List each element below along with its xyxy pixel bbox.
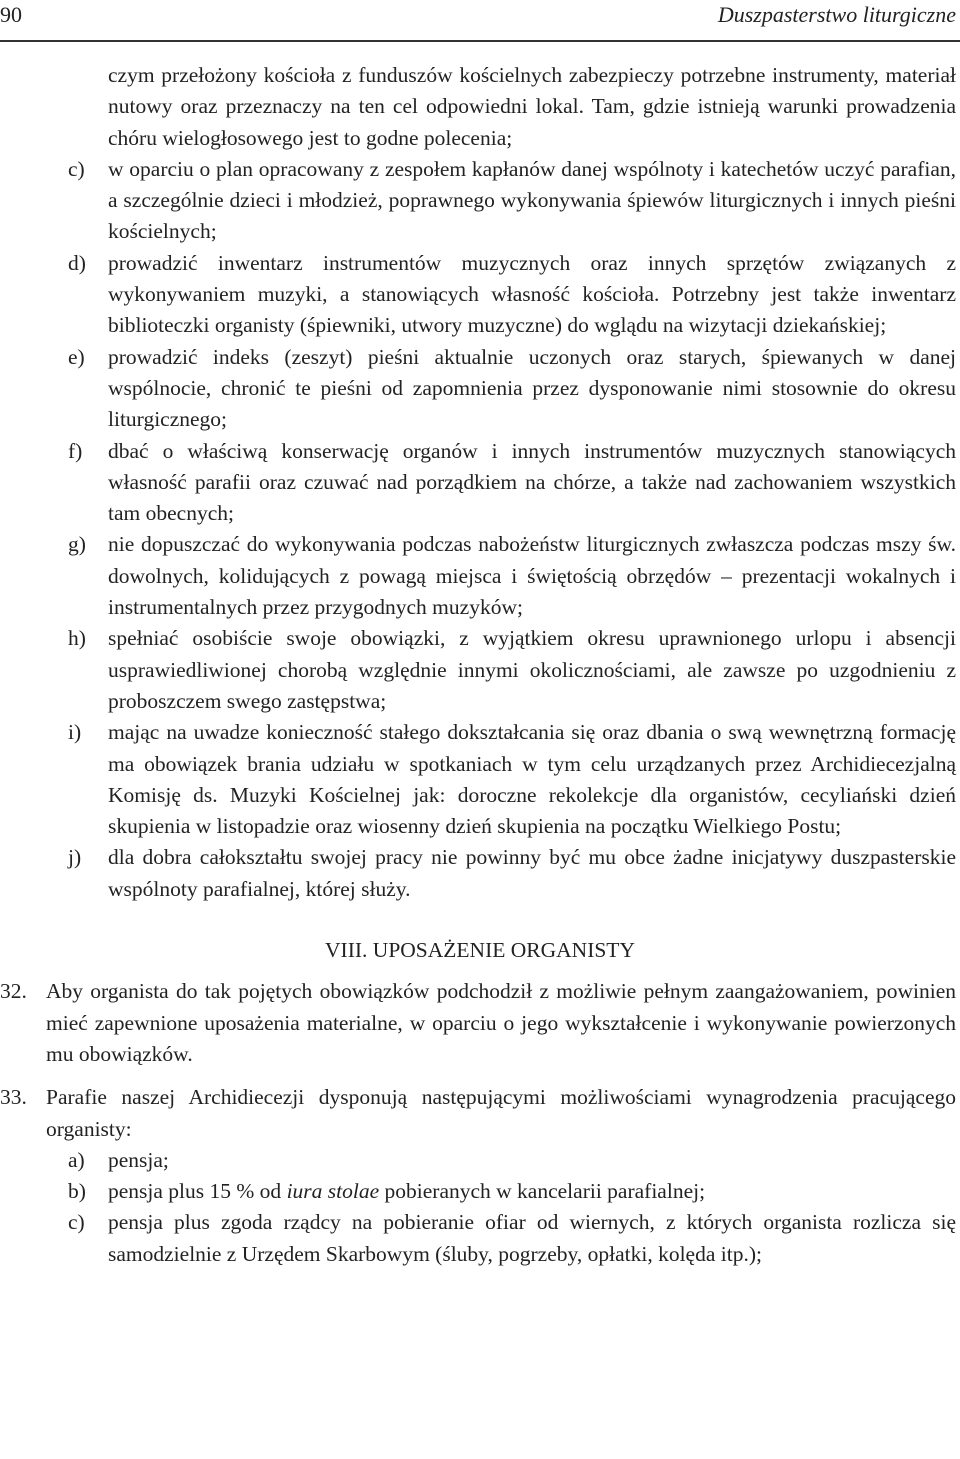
list-item-text: w oparciu o plan opracowany z zespołem kapłanów danej wspólnoty i katechetów uczyć parafian, a szczególnie dzieci i młodzież, poprawnego wykonywania śpiewów liturgicznych i innych pieśni kościelnych; — [108, 156, 956, 244]
list-item-label: i) — [68, 720, 82, 745]
continuation-paragraph: czym przełożony kościoła z funduszów kościelnych zabezpieczy potrzebne instrumenty, materiał nutowy oraz przeznaczy na ten cel odpowiedni lokal. Tam, gdzie istnieją warunki prowadzenia chóru wielogłosowego jest to godne polecenia; — [108, 63, 956, 150]
list-item-text: dbać o właściwą konserwację organów i innych instrumentów muzycznych stanowiących własność parafii oraz czuwać nad porządkiem na chórze, a także nad zachowaniem wszystkich tam obecnych; — [108, 438, 956, 526]
list-item-label: d) — [68, 250, 86, 275]
list-item-label: h) — [68, 626, 86, 651]
paragraph-text: Aby organista do tak pojętych obowiązków podchodził z możliwie pełnym zaangażowaniem, powinien mieć zapewnione uposażenia materialne, w oparciu o jego wykształcenie i wykonywanie powierzonych mu obowiązków. — [46, 979, 956, 1066]
sub-item-text-after: pobieranych w kancelarii parafialnej; — [384, 1179, 706, 1204]
list-item-g — [68, 529, 956, 623]
paragraph-33 — [0, 1082, 956, 1145]
list-item-i — [68, 717, 956, 842]
document-body — [0, 60, 960, 1270]
sub-item-text: pensja; — [108, 1147, 169, 1172]
list-item-text: prowadzić indeks (zeszyt) pieśni aktualnie uczonych oraz starych, śpiewanych w danej wspólnocie, chronić te pieśni od zapomnienia przez dysponowanie nimi stosownie do okresu liturgicznego; — [108, 344, 956, 432]
sub-item-label: c) — [68, 1210, 85, 1235]
paragraph-number: 32. — [0, 979, 27, 1004]
section-title: VIII. UPOSAŻENIE ORGANISTY — [325, 938, 635, 963]
sub-item-label: a) — [68, 1147, 85, 1172]
list-item-e — [68, 342, 956, 436]
list-item-d — [68, 248, 956, 342]
list-item-text: spełniać osobiście swoje obowiązki, z wyjątkiem okresu uprawnionego urlopu i absencji usprawiedliwionej chorobą względnie innymi okolicznościami, ale zawsze po uzgodnieniu z proboszczem swego zastępstwa; — [108, 626, 956, 713]
list-item-c — [68, 154, 956, 248]
list-item-h — [68, 623, 956, 717]
sub-item-c — [68, 1207, 956, 1270]
paragraph-number: 33. — [0, 1085, 27, 1110]
page-number: 90 — [0, 2, 22, 27]
paragraph-32 — [0, 976, 956, 1070]
sub-item-label: b) — [68, 1179, 86, 1204]
sub-item-text: pensja plus zgoda rządcy na pobieranie ofiar od wiernych, z których organista rozlicza się samodzielnie z Urzędem Skarbowym (śluby, pogrzeby, opłatki, kolęda itp.); — [108, 1210, 956, 1266]
list-item-text: mając na uwadze konieczność stałego dokształcania się oraz dbania o swą wewnętrzną formację ma obowiązek brania udziału w spotkaniach w tym celu urządzanych przez Archidiecezjalną Komisję ds. Muzyki Kościelnej jak: doroczne rekolekcje dla organistów, cecyliański dzień skupienia w listopadzie oraz wiosenny dzień skupienia na początku Wielkiego Postu; — [108, 720, 956, 839]
running-title: Duszpasterstwo liturgiczne — [717, 2, 956, 27]
list-item-text: nie dopuszczać do wykonywania podczas nabożeństw liturgicznych zwłaszcza podczas mszy św. dowolnych, kolidujących z powagą miejsca i świętością obrzędów – prezentacji wokalnych i instrumentalnych przez przygodnych muzyków; — [108, 532, 956, 620]
sub-item-b — [68, 1176, 956, 1207]
list-item-label: f) — [68, 438, 83, 463]
sub-item-a — [68, 1145, 956, 1176]
list-item-f — [68, 436, 956, 530]
list-item-label: g) — [68, 532, 86, 557]
sub-item-text-italic: iura stolae — [286, 1179, 380, 1204]
list-item-j — [68, 842, 956, 905]
sub-item-text-before: pensja plus 15 % od — [108, 1179, 282, 1204]
page-header — [0, 0, 960, 44]
list-item-label: j) — [68, 845, 82, 870]
list-item-label: c) — [68, 156, 85, 181]
list-item-text: prowadzić inwentarz instrumentów muzycznych oraz innych sprzętów związanych z wykonywaniem muzyki, a stanowiących własność kościoła. Potrzebny jest także inwentarz biblioteczki organisty (śpiewniki, utwory muzyczne) do wglądu na wizytacji dziekańskiej; — [108, 250, 956, 338]
paragraph-text: Parafie naszej Archidiecezji dysponują następującymi możliwościami wynagrodzenia pracującego organisty: — [46, 1085, 956, 1141]
list-item-text: dla dobra całokształtu swojej pracy nie powinny być mu obce żadne inicjatywy duszpasterskie wspólnoty parafialnej, której służy. — [108, 845, 956, 901]
header-rule — [0, 40, 960, 42]
list-item-label: e) — [68, 344, 85, 369]
